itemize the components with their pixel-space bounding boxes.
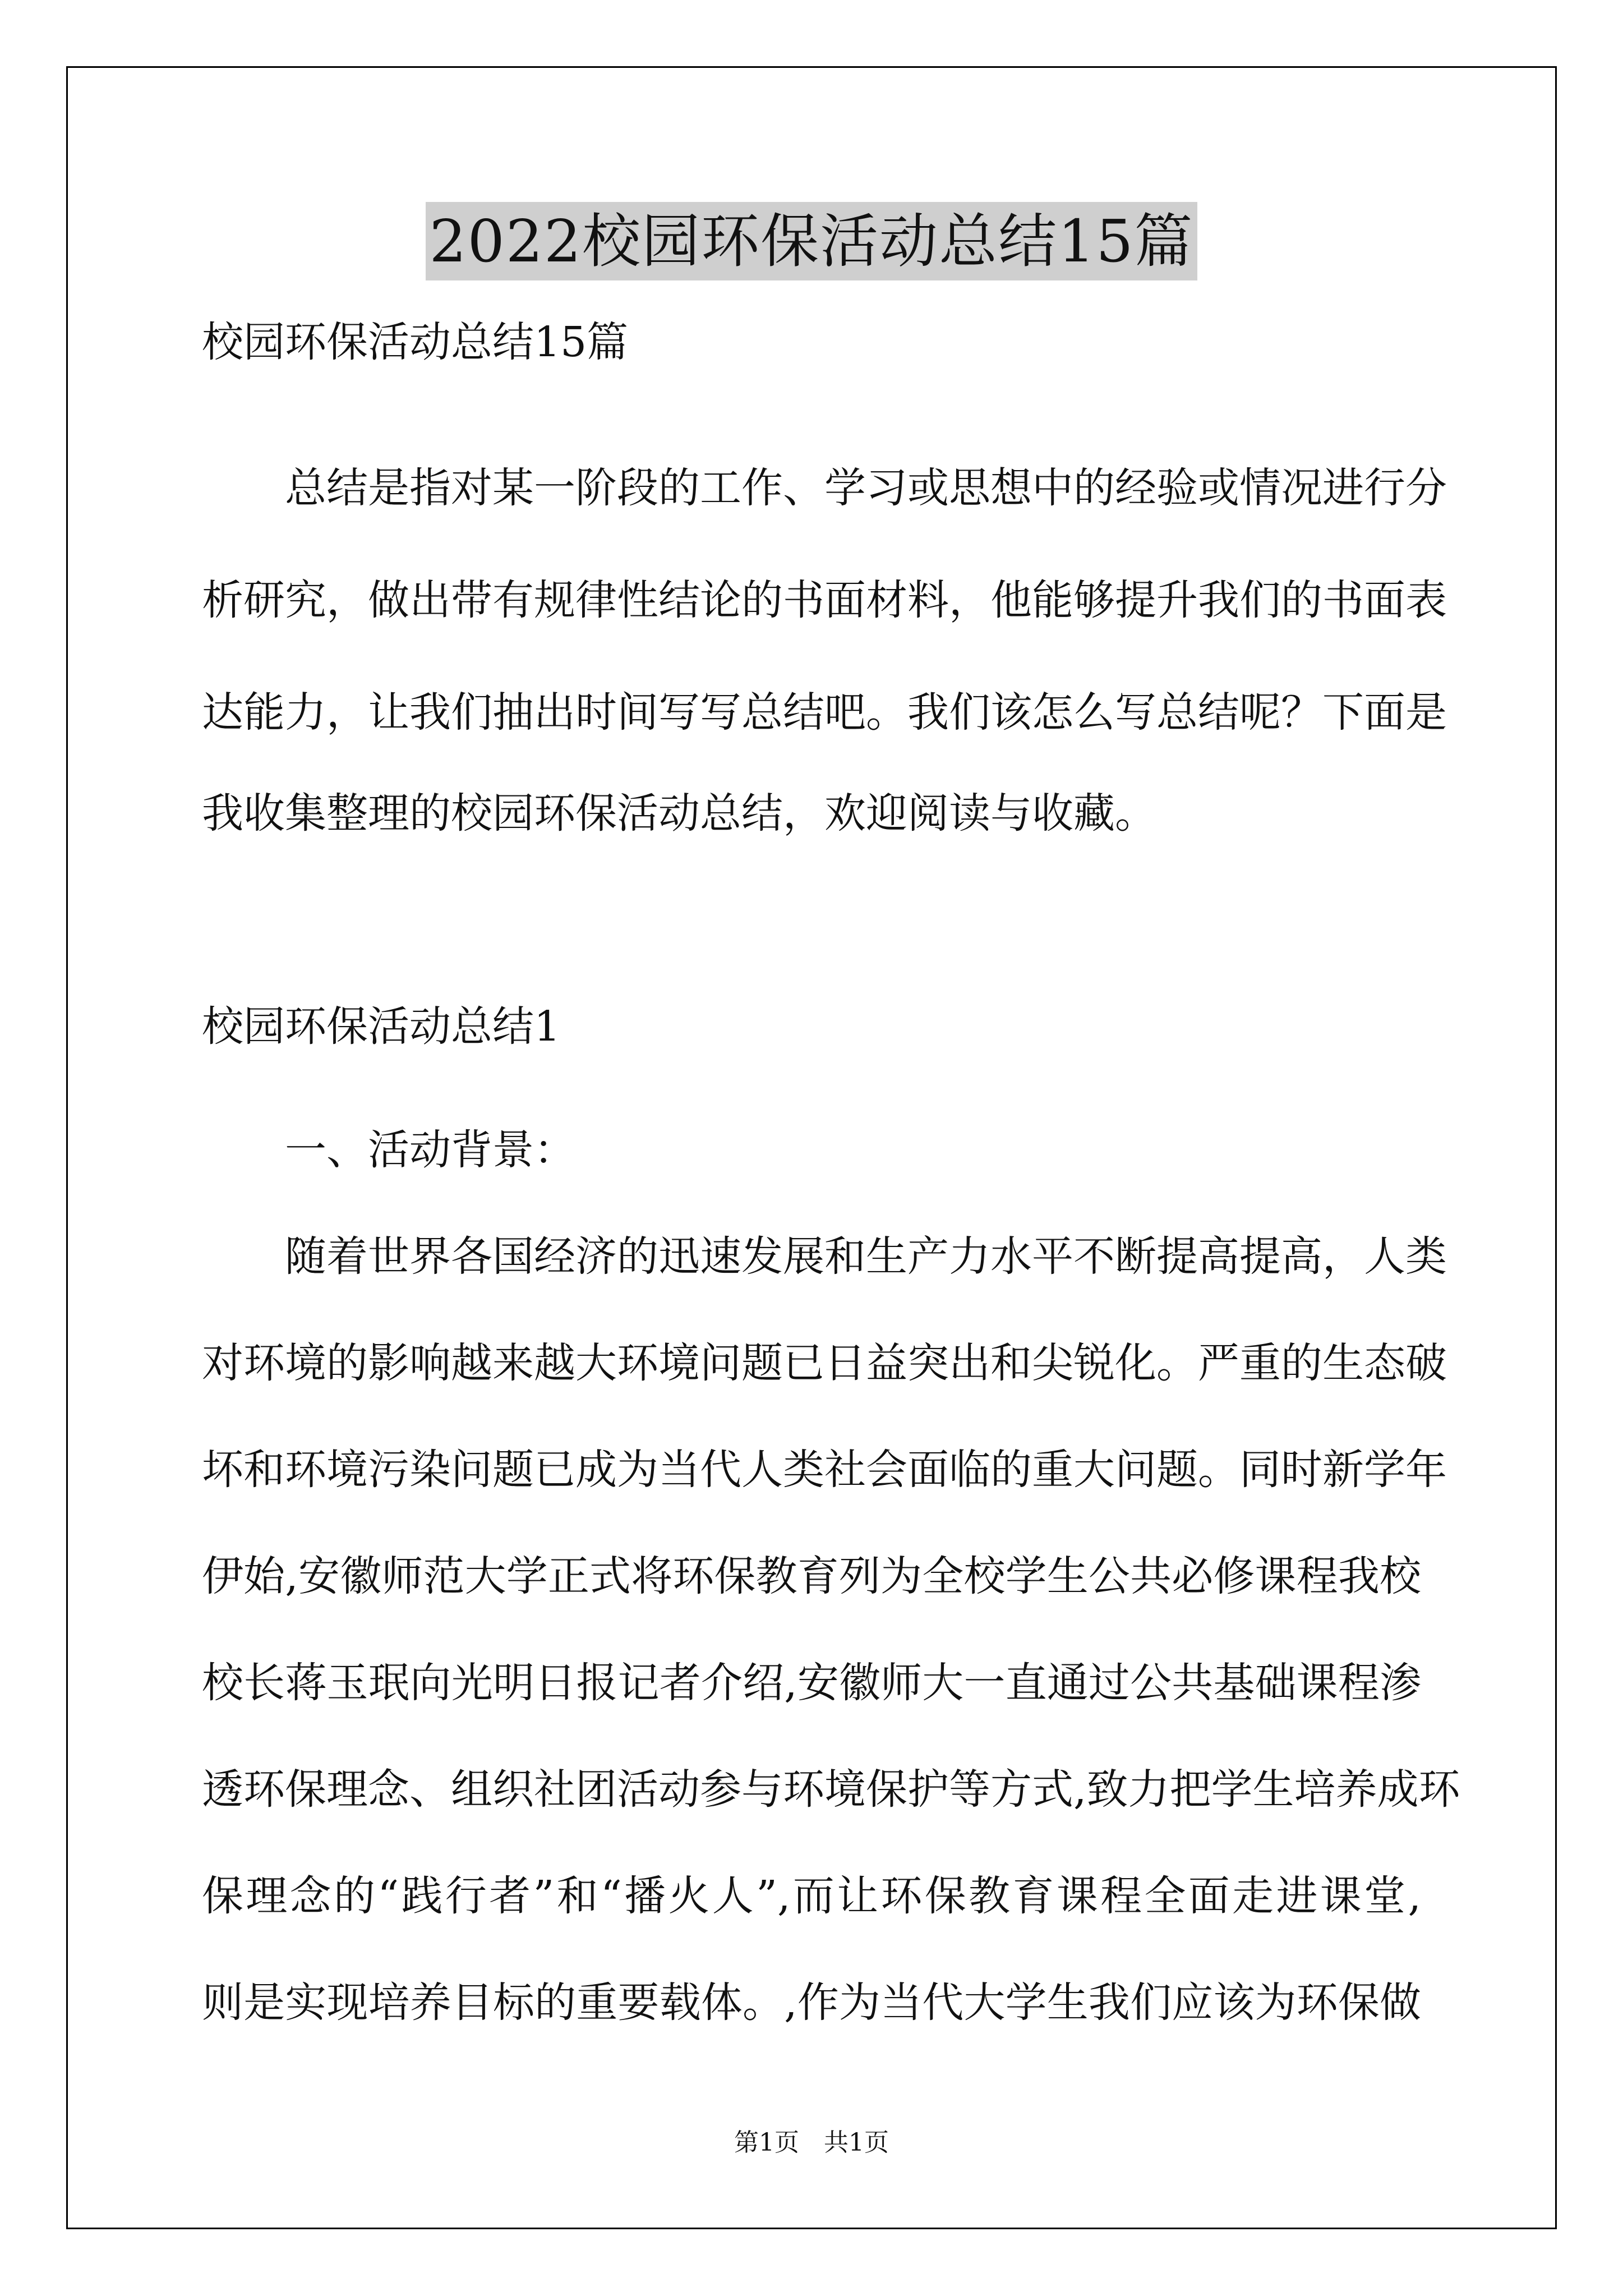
body-line-4: 伊始,安徽师范大学正式将环保教育列为全校学生公共必修课程我校 (202, 1552, 1421, 1600)
body-line-3: 坏和环境污染问题已成为当代人类社会面临的重大问题。同时新学年 (202, 1446, 1447, 1494)
title-container (0, 202, 1623, 280)
body-line-1: 随着世界各国经济的迅速发展和生产力水平不断提高提高，人类 (285, 1232, 1447, 1281)
document-title: 2022校园环保活动总结15篇 (426, 202, 1197, 280)
intro-line-4: 我收集整理的校园环保活动总结，欢迎阅读与收藏。 (202, 789, 1156, 838)
body-line-6: 透环保理念、组织社团活动参与环境保护等方式,致力把学生培养成环 (202, 1765, 1460, 1814)
body-line-7: 保理念的“践行者”和“播火人”,而让环保教育课程全面走进课堂, (202, 1872, 1421, 1920)
document-subtitle: 校园环保活动总结15篇 (202, 318, 629, 366)
intro-line-1: 总结是指对某一阶段的工作、学习或思想中的经验或情况进行分 (285, 464, 1447, 512)
intro-line-2: 析研究，做出带有规律性结论的书面材料，他能够提升我们的书面表 (202, 576, 1447, 624)
body-line-8: 则是实现培养目标的重要载体。,作为当代大学生我们应该为环保做 (202, 1978, 1421, 2027)
body-line-2: 对环境的影响越来越大环境问题已日益突出和尖锐化。严重的生态破 (202, 1339, 1447, 1387)
section-title: 校园环保活动总结1 (202, 1002, 561, 1051)
body-line-5: 校长蒋玉珉向光明日报记者介绍,安徽师大一直通过公共基础课程渗 (202, 1659, 1421, 1707)
page-footer: 第1页 共1页 (734, 2128, 889, 2157)
section-heading: 一、活动背景： (285, 1126, 575, 1174)
intro-line-3: 达能力，让我们抽出时间写写总结吧。我们该怎么写总结呢？下面是 (202, 688, 1447, 737)
